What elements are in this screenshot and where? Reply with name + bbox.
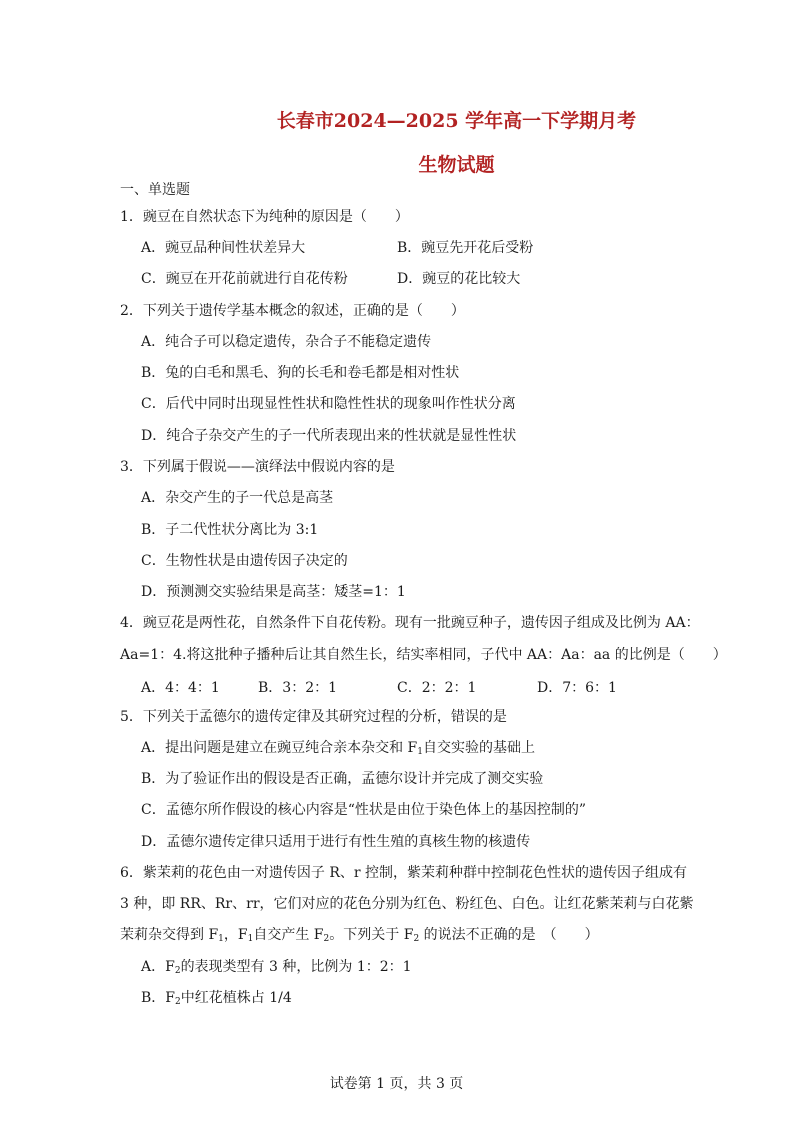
q4-option-d: D．7：6：1	[537, 680, 617, 696]
q6-option-a: A．$F_2$的表现类型有 3 种，比例为 1：2：1	[141, 959, 412, 976]
q5-option-a: A．提出问题是建立在豌豆纯合亲本杂交和 $F_1$自交实验的基础上	[141, 740, 536, 757]
q3-stem: 3．下列属于假说——演绎法中假说内容的是	[120, 459, 395, 475]
page-footer: 试卷第 1 页，共 3 页	[329, 1076, 464, 1092]
q1-stem: 1．豌豆在自然状态下为纯种的原因是（ ）	[120, 209, 409, 225]
q1-option-a: A．豌豆品种间性状差异大	[141, 240, 306, 256]
q1-option-d: D．豌豆的花比较大	[397, 271, 521, 287]
q6-stem-line3: 茉莉杂交得到 $F_1$，$F_1$自交产生 $F_2$。下列关于 $F_2$ 的说法不正确的是 （ ）	[120, 927, 599, 944]
q3-option-a: A．杂交产生的子一代总是高茎	[141, 490, 334, 506]
q4-stem-line1: 4．豌豆花是两性花，自然条件下自花传粉。现有一批豌豆种子，遗传因子组成及比例为 AA：	[120, 615, 700, 631]
q2-stem: 2．下列关于遗传学基本概念的叙述，正确的是（ ）	[120, 303, 465, 319]
q2-option-b: B．兔的白毛和黑毛、狗的长毛和卷毛都是相对性状	[141, 365, 460, 381]
q4-option-a: A．4：4：1	[141, 680, 220, 696]
q6-stem-line1: 6．紫茉莉的花色由一对遗传因子 R、r 控制，紫茉莉种群中控制花色性状的遗传因子组成有	[120, 865, 688, 881]
q5-option-b: B．为了验证作出的假设是否正确，孟德尔设计并完成了测交实验	[141, 771, 544, 787]
q2-option-c: C．后代中同时出现显性性状和隐性性状的现象叫作性状分离	[141, 396, 516, 412]
q2-option-a: A．纯合子可以稳定遗传，杂合子不能稳定遗传	[141, 334, 432, 350]
q4-stem-line2: Aa=1：4.将这批种子播种后让其自然生长，结实率相同，子代中 AA：Aa：aa 的比例是（ ）	[120, 647, 727, 663]
q3-option-c: C．生物性状是由遗传因子决定的	[141, 553, 348, 569]
q5-option-c: C．孟德尔所作假设的核心内容是“性状是由位于染色体上的基因控制的”	[141, 802, 587, 818]
q4-option-b: B．3：2：1	[258, 680, 338, 696]
q6-option-b: B．$F_2$中红花植株占 1/4	[141, 990, 292, 1007]
q6-stem-line2: 3 种，即 RR、Rr、rr，它们对应的花色分别为红色、粉红色、白色。让红花紫茉莉与白花紫	[120, 896, 694, 912]
exam-subtitle: 生物试题	[418, 154, 495, 176]
q4-option-c: C．2：2：1	[397, 680, 477, 696]
exam-title: 长春市2024—2025 学年高一下学期月考	[276, 110, 637, 132]
q5-stem: 5．下列关于孟德尔的遗传定律及其研究过程的分析，错误的是	[120, 709, 507, 725]
q3-option-b: B．子二代性状分离比为 3:1	[141, 522, 319, 538]
q5-option-d: D．孟德尔遗传定律只适用于进行有性生殖的真核生物的核遗传	[141, 834, 531, 850]
q2-option-d: D．纯合子杂交产生的子一代所表现出来的性状就是显性性状	[141, 428, 517, 444]
q3-option-d: D．预测测交实验结果是高茎：矮茎=1：1	[141, 584, 406, 600]
q1-option-b: B．豌豆先开花后受粉	[397, 240, 534, 256]
q1-option-c: C．豌豆在开花前就进行自花传粉	[141, 271, 348, 287]
section-heading: 一、单选题	[120, 182, 190, 198]
